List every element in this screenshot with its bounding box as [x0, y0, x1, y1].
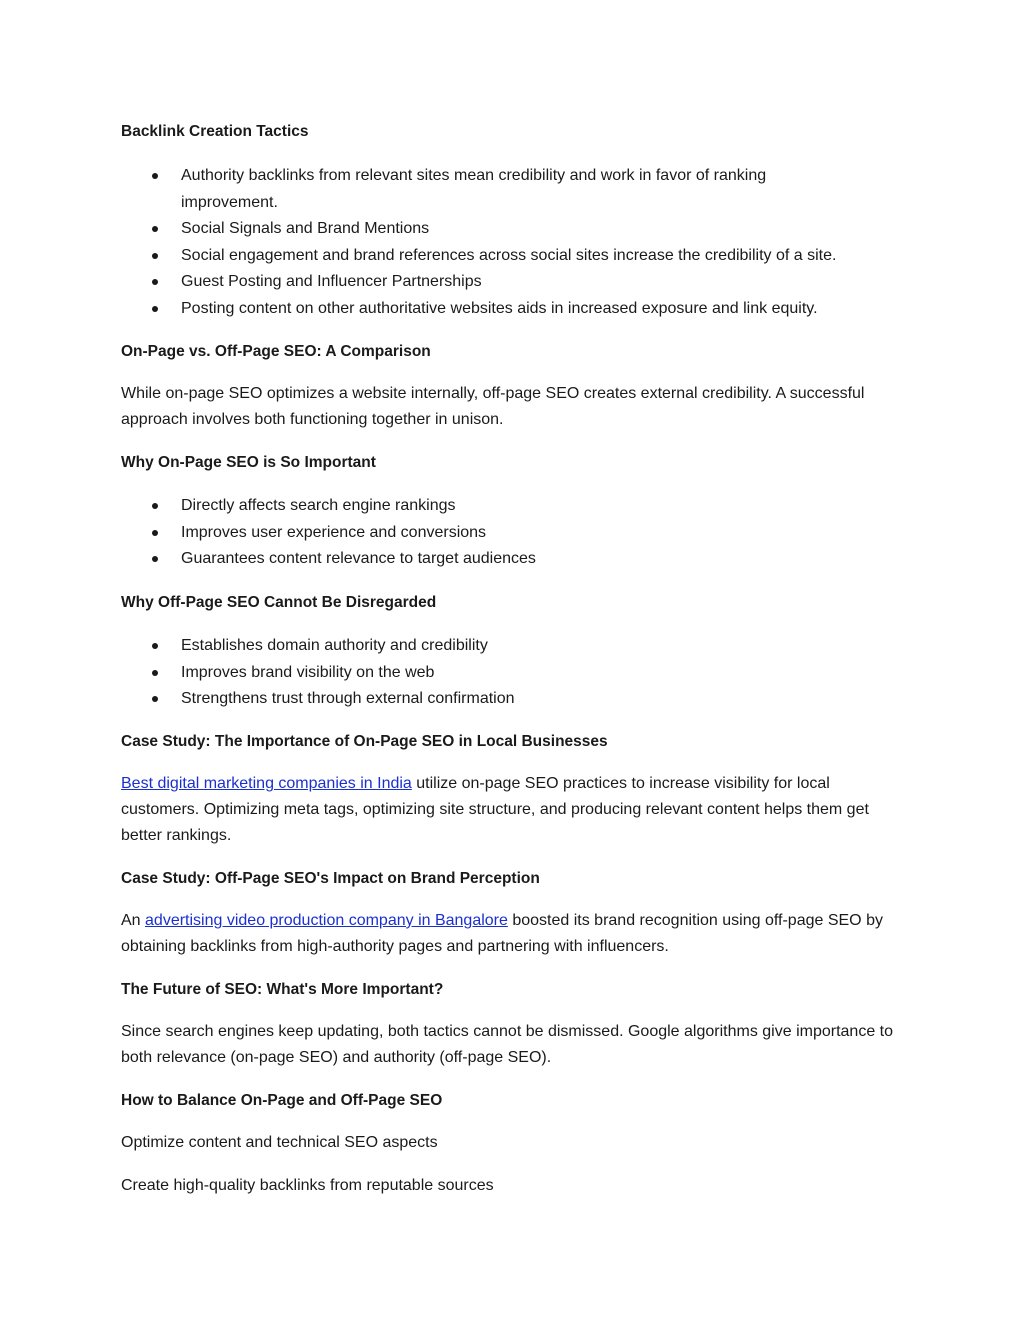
- bullet-icon: [152, 670, 158, 676]
- bullet-icon: [152, 279, 158, 285]
- balance-line-1: Optimize content and technical SEO aspects: [121, 1134, 438, 1151]
- list-item: Directly affects search engine rankings: [121, 493, 851, 520]
- offpage-bullet-list: [121, 633, 851, 713]
- list-item: Guest Posting and Influencer Partnerships: [121, 269, 851, 296]
- list-item: Strengthens trust through external confirmation: [121, 686, 851, 713]
- link-video-production-bangalore[interactable]: advertising video production company in Bangalore: [145, 912, 508, 929]
- bullet-icon: [152, 503, 158, 509]
- bullet-icon: [152, 173, 158, 179]
- list-item: Social engagement and brand references across social sites increase the credibility of a site.: [121, 243, 851, 270]
- bullet-icon: [152, 696, 158, 702]
- heading-offpage-importance: Why Off-Page SEO Cannot Be Disregarded: [121, 594, 437, 611]
- bullet-icon: [152, 306, 158, 312]
- onpage-bullet-list: [121, 493, 851, 573]
- heading-balance-seo: How to Balance On-Page and Off-Page SEO: [121, 1092, 443, 1109]
- bullet-icon: [152, 226, 158, 232]
- bullet-icon: [152, 530, 158, 536]
- heading-case-study-local: Case Study: The Importance of On-Page SEO in Local Businesses: [121, 733, 608, 750]
- heading-onpage-importance: Why On-Page SEO is So Important: [121, 454, 376, 471]
- bullet-icon: [152, 253, 158, 259]
- comparison-paragraph: While on-page SEO optimizes a website internally, off-page SEO creates external credibility. A successful approach involves both functioning together in unison.: [121, 385, 865, 428]
- list-item: Improves user experience and conversions: [121, 520, 851, 547]
- case-study-brand-paragraph: An advertising video production company in Bangalore boosted its brand recognition using off-page SEO by obtaining backlinks from high-authority pages and partnering with influencers.: [121, 912, 883, 955]
- list-item: Posting content on other authoritative websites aids in increased exposure and link equity.: [121, 296, 851, 323]
- link-digital-marketing-india[interactable]: Best digital marketing companies in India: [121, 775, 412, 792]
- heading-backlink-creation: Backlink Creation Tactics: [121, 123, 309, 140]
- bullet-icon: [152, 556, 158, 562]
- backlink-bullet-list: [121, 163, 851, 322]
- case-study-local-paragraph: Best digital marketing companies in India utilize on-page SEO practices to increase visibility for local customers. Optimizing meta tags, optimizing site structure, and producing relevant content helps them get better rankings.: [121, 775, 869, 844]
- heading-case-study-brand: Case Study: Off-Page SEO's Impact on Brand Perception: [121, 870, 540, 887]
- future-paragraph: Since search engines keep updating, both tactics cannot be dismissed. Google algorithms give importance to both relevance (on-page SEO) and authority (off-page SEO).: [121, 1023, 893, 1066]
- heading-comparison: On-Page vs. Off-Page SEO: A Comparison: [121, 343, 431, 360]
- heading-future-seo: The Future of SEO: What's More Important?: [121, 981, 444, 998]
- bullet-icon: [152, 643, 158, 649]
- list-item: Social Signals and Brand Mentions: [121, 216, 851, 243]
- list-item: Guarantees content relevance to target audiences: [121, 546, 851, 573]
- list-item: Establishes domain authority and credibility: [121, 633, 851, 660]
- list-item: Improves brand visibility on the web: [121, 660, 851, 687]
- balance-line-2: Create high-quality backlinks from reputable sources: [121, 1177, 494, 1194]
- list-item: Authority backlinks from relevant sites mean credibility and work in favor of ranking improvement.: [121, 163, 851, 216]
